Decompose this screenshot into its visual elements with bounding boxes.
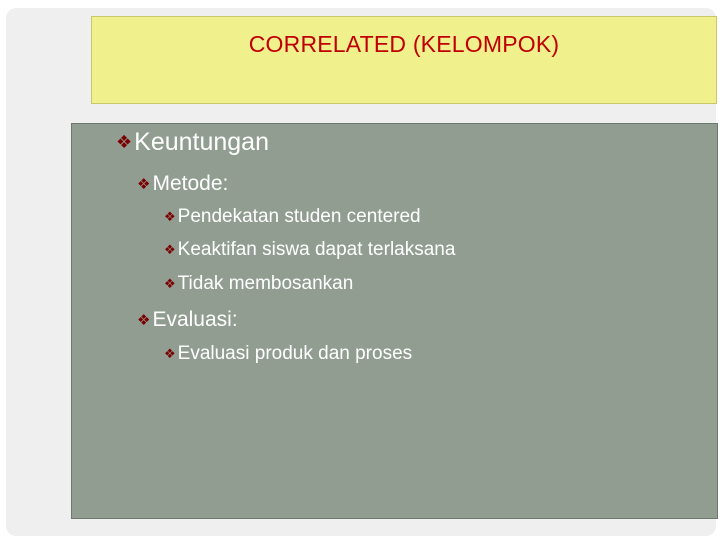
slide-title: CORRELATED (KELOMPOK) <box>248 31 560 57</box>
list-item <box>164 206 421 228</box>
list-item <box>164 239 455 261</box>
diamond-bullet-icon: ❖ <box>137 311 151 329</box>
diamond-bullet-icon: ❖ <box>164 209 176 225</box>
diamond-bullet-icon: ❖ <box>164 346 176 362</box>
diamond-bullet-icon: ❖ <box>137 175 151 193</box>
diamond-bullet-icon: ❖ <box>164 242 176 258</box>
bullet-metode <box>137 172 228 196</box>
list-item-text: Pendekatan studen centered <box>177 206 421 227</box>
diamond-bullet-icon: ❖ <box>164 276 176 292</box>
bullet-keuntungan <box>116 128 269 157</box>
title-box <box>91 16 717 104</box>
list-item <box>164 343 412 365</box>
label-evaluasi: Evaluasi: <box>152 308 238 331</box>
list-item-text: Evaluasi produk dan proses <box>177 343 413 364</box>
bullet-evaluasi <box>137 308 238 332</box>
list-item-text: Keaktifan siswa dapat terlaksana <box>177 239 456 260</box>
label-metode: Metode: <box>152 172 229 195</box>
list-item-text: Tidak membosankan <box>177 273 354 294</box>
heading-keuntungan: Keuntungan <box>134 128 269 156</box>
diamond-bullet-icon: ❖ <box>116 132 133 153</box>
list-item <box>164 273 353 295</box>
